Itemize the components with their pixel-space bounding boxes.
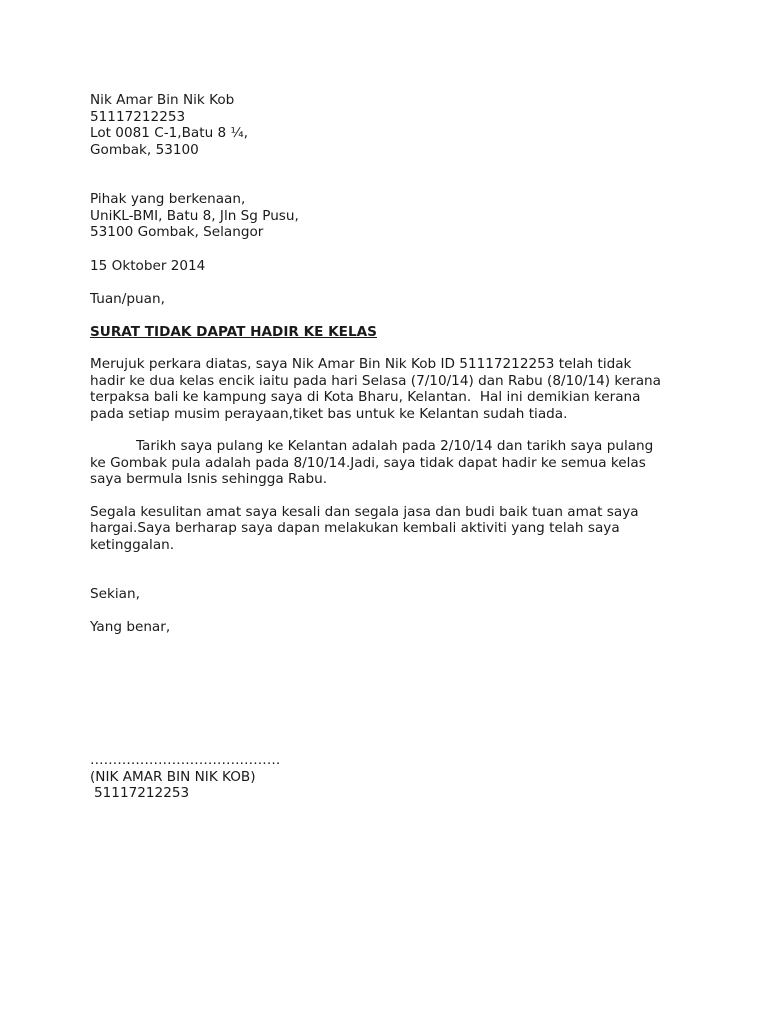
paragraph-line: saya bermula Isnis sehingga Rabu. [90, 471, 328, 487]
signature-id: 51117212253 [94, 785, 190, 801]
paragraph-1 [90, 356, 680, 422]
paragraph-line: Tarikh saya pulang ke Kelantan adalah pada 2/10/14 dan tarikh saya pulang [136, 438, 654, 454]
paragraph-3 [90, 504, 680, 554]
paragraph-line: ke Gombak pula adalah pada 8/10/14.Jadi, saya tidak dapat hadir ke semua kelas [90, 454, 646, 471]
recipient-line3: 53100 Gombak, Selangor [90, 224, 264, 240]
salutation: Tuan/puan, [90, 291, 165, 307]
yours-sincerely: Yang benar, [90, 618, 171, 635]
sender-block [90, 92, 680, 158]
sender-id: 51117212253 [90, 108, 186, 125]
paragraph-line: hadir ke dua kelas encik iaitu pada hari Selasa (7/10/14) dan Rabu (8/10/14) kerana [90, 372, 661, 389]
recipient-block [90, 191, 680, 241]
paragraph-line: Merujuk perkara diatas, saya Nik Amar Bin Nik Kob ID 51117212253 telah tidak [90, 356, 632, 372]
signature-line: …………………………………… [90, 752, 281, 768]
paragraph-line: Segala kesulitan amat saya kesali dan segala jasa dan budi baik tuan amat saya [90, 503, 639, 520]
paragraph-2 [90, 438, 680, 488]
signature-name: (NIK AMAR BIN NIK KOB) [90, 768, 256, 785]
sender-name: Nik Amar Bin Nik Kob [90, 92, 235, 108]
paragraph-line: hargai.Saya berharap saya dapan melakukan kembali aktiviti yang telah saya [90, 520, 620, 536]
recipient-line1: Pihak yang berkenaan, [90, 191, 246, 207]
paragraph-line: ketinggalan. [90, 536, 175, 553]
recipient-line2: UniKL-BMI, Batu 8, Jln Sg Pusu, [90, 207, 299, 224]
letter [90, 92, 680, 802]
letter-subject: SURAT TIDAK DAPAT HADIR KE KELAS [90, 323, 377, 340]
closing: Sekian, [90, 586, 140, 602]
paragraph-line: terpaksa bali ke kampung saya di Kota Bharu, Kelantan. Hal ini demikian kerana [90, 389, 641, 405]
letter-date: 15 Oktober 2014 [90, 257, 206, 274]
paragraph-line: pada setiap musim perayaan,tiket bas untuk ke Kelantan sudah tiada. [90, 405, 568, 422]
sender-address-line1: Lot 0081 C-1,Batu 8 ¼, [90, 125, 248, 141]
sender-address-line2: Gombak, 53100 [90, 141, 199, 158]
signature-block [90, 752, 680, 802]
